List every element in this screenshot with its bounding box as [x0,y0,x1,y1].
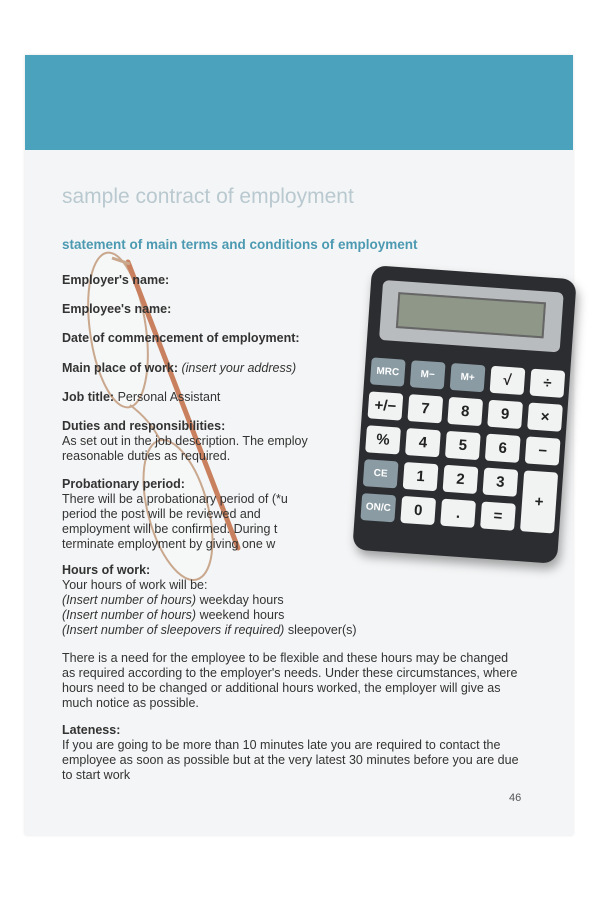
calculator-key[interactable]: 3 [482,468,518,497]
line-text: hours need to be changed or additional hours worked, the employer will give as [62,681,501,695]
calculator-key[interactable]: = [480,501,516,530]
calculator-key[interactable]: . [440,499,476,528]
line-extra: (insert your address) [181,361,297,375]
line-text: Duties and responsibilities: [62,419,226,433]
line-text: period the post will be reviewed and [62,507,261,521]
line-text: Job title: [62,390,115,404]
line-text: (Insert number of hours) [62,608,197,622]
document-line [62,434,308,449]
calculator [352,265,576,564]
calculator-key[interactable]: +/− [368,391,404,420]
line-text: Your hours of work will be: [62,578,208,592]
line-text: as required according to the employer's needs. Under these circumstances, where [62,666,518,680]
document-line [62,666,517,681]
line-text: Date of commencement of employment: [62,331,300,345]
document-line [62,302,171,317]
document-line [62,419,225,434]
document-line [62,522,277,537]
document-line [62,492,288,507]
calculator-key[interactable]: ÷ [529,369,565,398]
calculator-key[interactable]: 8 [447,397,483,426]
line-text: to start work [62,768,131,782]
calculator-key[interactable]: MRC [370,357,406,386]
line-text: Lateness: [62,723,121,737]
document-line [62,608,284,623]
calculator-key[interactable]: × [527,402,563,431]
calculator-key[interactable]: M+ [450,363,486,392]
document-line [62,768,130,783]
calculator-key[interactable]: 9 [487,400,523,429]
line-text: Main place of work: [62,361,178,375]
document-line [62,477,185,492]
line-text: employment will be confirmed. During t [62,522,278,536]
document-subtitle: statement of main terms and conditions of employment [62,237,418,252]
document-line [62,738,500,753]
line-extra: sleepover(s) [287,623,357,637]
line-extra: weekend hours [199,608,285,622]
calculator-key[interactable]: M− [410,360,446,389]
line-text: (Insert number of sleepovers if required) [62,623,285,637]
document-line [62,273,169,288]
calculator-key[interactable]: √ [490,366,526,395]
calculator-key[interactable]: % [365,425,401,454]
document-title: sample contract of employment [62,185,354,208]
line-text: Employer's name: [62,273,170,287]
line-extra: Personal Assistant [117,390,221,404]
calculator-display-frame [379,280,564,352]
line-text: much notice as possible. [62,696,199,710]
line-text: employee as soon as possible but at the very latest 30 minutes before you are due [62,753,519,767]
calculator-key[interactable]: + [520,470,558,533]
line-text: (Insert number of hours) [62,593,197,607]
page-number: 46 [509,792,522,804]
calculator-display [396,292,546,338]
document-line [62,449,230,464]
document-line [62,537,275,552]
calculator-key[interactable]: CE [363,459,399,488]
line-extra: weekday hours [199,593,284,607]
calculator-key[interactable]: 5 [445,431,481,460]
line-text: If you are going to be more than 10 minutes late you are required to contact the [62,738,501,752]
document-line [62,696,199,711]
document-line [62,361,296,376]
line-text: terminate employment by giving one w [62,537,276,551]
line-text: Hours of work: [62,563,151,577]
document-line [62,593,284,608]
line-text: Employee's name: [62,302,172,316]
document-line [62,723,120,738]
calculator-key[interactable]: 6 [485,434,521,463]
calculator-key[interactable]: 2 [443,465,479,494]
document-line [62,753,519,768]
line-text: Probationary period: [62,477,185,491]
calculator-keypad [360,357,565,533]
line-text: There will be a probationary period of (*u [62,492,288,506]
calculator-key[interactable]: ON/C [360,493,396,522]
line-text: reasonable duties as required. [62,449,231,463]
document-line [62,507,261,522]
calculator-key[interactable]: 4 [405,428,441,457]
document-line [62,681,500,696]
calculator-key[interactable]: − [525,436,561,465]
calculator-key[interactable]: 7 [407,394,443,423]
line-text: There is a need for the employee to be flexible and these hours may be changed [62,651,509,665]
document-line [62,331,300,346]
calculator-key[interactable]: 0 [400,496,436,525]
document-line [62,651,508,666]
calculator-key[interactable]: 1 [403,462,439,491]
document-line [62,578,207,593]
document-line [62,623,357,638]
document-line [62,390,220,405]
line-text: As set out in the job description. The employ [62,434,308,448]
document-line [62,563,150,578]
